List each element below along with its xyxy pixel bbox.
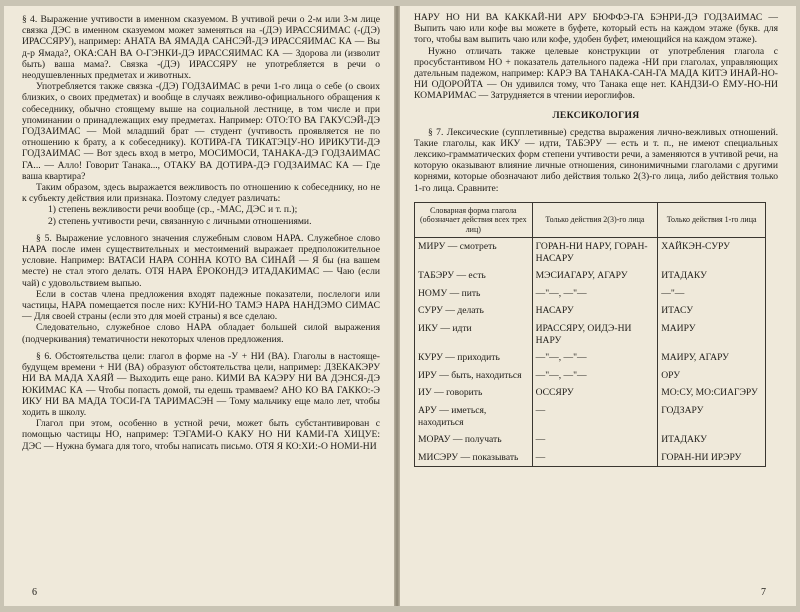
table-cell: АРУ — иметься, находиться (415, 402, 533, 431)
table-cell: ГОДЗАРУ (658, 402, 766, 431)
table-cell: МАИРУ, АГАРУ (658, 349, 766, 367)
table-cell: ГОРАН-НИ НАРУ, ГОРАН-НАСАРУ (532, 238, 658, 268)
table-cell: ИРАССЯРУ, ОИДЭ-НИ НАРУ (532, 320, 658, 349)
paragraph: Глагол при этом, особенно в устной речи, может быть субстантивирован с помощью частицы НО, например: ТЭГАМИ-О КАКУ НО НИ КАМИ-ГА ХИЦУЕ: ДЭС — Нужна бумага для того, чтобы написать письмо. ОТЯ Я КО:ХИ:-О НОМИ-НИ (22, 418, 380, 452)
table-row (415, 238, 766, 268)
table-cell: МИСЭРУ — показывать (415, 449, 533, 467)
paragraph: Если в состав члена предложения входят падежные показатели, послелоги или частицы, НАРА помещается после них: КУНИ-НО ТАМЭ НАРА НАНДЭМО СИМАС — Для своей страны (если это для моей страны) я все сделаю. (22, 288, 380, 323)
table-cell: ИТАДАКУ (658, 267, 766, 285)
table-header: Только действия 1-го лица (658, 202, 766, 237)
left-page (4, 6, 394, 606)
table-row (415, 431, 766, 449)
table-cell: ИКУ — идти (415, 320, 533, 349)
table-row (415, 285, 766, 303)
table-row (415, 384, 766, 402)
table-cell: ХАЙКЭН-СУРУ (658, 238, 766, 268)
table-cell: —"—, —"— (532, 349, 658, 367)
page-number: 7 (761, 587, 766, 598)
table-row (415, 367, 766, 385)
table-header: Словарная форма глагола (обозначает действия всех трех лиц) (415, 202, 533, 237)
table-row (415, 349, 766, 367)
table-cell: ОССЯРУ (532, 384, 658, 402)
table-header: Только действия 2(3)-го лица (532, 202, 658, 237)
table-cell: ИРУ — быть, находиться (415, 367, 533, 385)
paragraph: Нужно отличать также целевые конструкции от употребления глагола с просубстантивом НО + показатель дательного падежа -НИ при глаголах, управляющих дательным падежом, например: КАРЭ ВА ТАНАКА-САН-ГА МАДА КИТЭ ИНАЙ-НО-НИ ОДОРОЙТА — Он удивился тому, что Танака еще нет. КАНДЗИ-О ЁМУ-НО-НИ КОМАРИМАС — Затрудняется в чтении иероглифов. (414, 45, 778, 102)
section-heading: ЛЕКСИКОЛОГИЯ (552, 109, 640, 121)
list-item: 2) степень учтивости речи, связанную с личными отношениями. (48, 215, 312, 227)
paragraph: Употребляется также связка -(ДЭ) ГОДЗАИМАС в речи 1-го лица о себе (о своих близких, о своих предметах) и вообще в случаях вежливо-официального обращения к собеседнику, обычно стоящему выше на социальной лестнице, в том числе и при упоминании о принадлежащих ему предметах. Например: ОТО:ТО ВА ГАКУСЭЙ-ДЭ ГОДЗАИМАС — Мой младший брат — студент (учтивость проявляется не по отношению к брату, а к собеседнику). КОТИРА-ГА ТИКАТЭЦУ-НО ИРИКУТИ-ДЭ ГОДЗАИМАС — Вот здесь вход в метро, МОСИМОСИ, ТАНАКА-ДЭ ГОДЗАИМАС ГА... — Алло! Говорит Танака..., ОТАКУ ВА ДОТИРА-ДЭ ГОДЗАИМАС КА — Где ваша квартира? (22, 81, 380, 182)
table-row (415, 267, 766, 285)
table-header-row (415, 202, 766, 237)
list-item: 1) степень вежливости речи вообще (ср., -МАС, ДЭС и т. п.); (48, 204, 298, 216)
table-cell: КУРУ — приходить (415, 349, 533, 367)
paragraph: Следовательно, служебное слово НАРА обладает большей силой выражения (подчеркивания) тематичности некоторых членов предложения. (22, 322, 380, 345)
section-6-paragraph: § 6. Обстоятельства цели: глагол в форме на -У + НИ (ВА). Глаголы в настояще-будущем времени + НИ (ВА) образуют обстоятельства цели, например: ДЗЕКАКЭРУ НИ ВА МАДА ХАЯЙ — Выходить еще рано. КИМИ ВА КАЭРУ НИ ВА ДЭНСЯ-ДЭ ЮКИМАС КА — Чтобы попасть домой, ты едешь трамваем? АНО КО ВА ГАККО:-Э ИКУ НИ ВА МАДА ТОСИ-ГА ТАРИМАСЭН — Тому мальчику еще мало лет, чтобы ходить в школу. (22, 350, 380, 418)
page-number: 6 (32, 587, 37, 598)
table-cell: НАСАРУ (532, 302, 658, 320)
table-row (415, 449, 766, 467)
table-cell: МОРАУ — получать (415, 431, 533, 449)
table-cell: —"—, —"— (532, 285, 658, 303)
table-cell: ИТАДАКУ (658, 431, 766, 449)
table-cell: МАИРУ (658, 320, 766, 349)
table-row (415, 302, 766, 320)
right-page (400, 6, 796, 606)
table-cell: ОРУ (658, 367, 766, 385)
section-5-paragraph: § 5. Выражение условного значения служебным словом НАРА. Служебное слово НАРА после имен существительных и местоимений выражает предположительное условие. Например: ВАТАСИ НАРА СОННА КОТО ВА СИНАЙ — Я бы (на вашем месте) не стал этого делать. ОТЯ НАРА ЁРОКОНДЭ ИТАДАКИМАС — Чаю (если чай) с удовольствием выпью. (22, 232, 380, 289)
table-cell: —"—, —"— (532, 367, 658, 385)
table-cell: МИРУ — смотреть (415, 238, 533, 268)
table-cell: ГОРАН-НИ ИРЭРУ (658, 449, 766, 467)
table-cell: ИУ — говорить (415, 384, 533, 402)
table-cell: ТАБЭРУ — есть (415, 267, 533, 285)
table-cell: — (532, 449, 658, 467)
table-cell: — (532, 431, 658, 449)
table-cell: ИТАСУ (658, 302, 766, 320)
section-7-paragraph: § 7. Лексические (супплетивные) средства выражения лично-вежливых отношений. Такие глаголы, как ИКУ — идти, ТАБЭРУ — есть и т. п., не имеют специальных лексико-грамматических форм степени учтивости речи, а заменяются в учтивой речи, на которую оказывают влияние личные отношения, синонимичными глаголами с другими корнями, которые обозначают либо действия только 2(3)-го лица, либо действия только 1-го лица. Сравните: (414, 126, 778, 194)
table-cell: НОМУ — пить (415, 285, 533, 303)
paragraph: НАРУ НО НИ ВА КАККАЙ-НИ АРУ БЮФФЭ-ГА БЭНРИ-ДЭ ГОДЗАИМАС — Выпить чаю или кофе вы можете в буфете, который есть на каждом этаже (букв. для того, чтобы вам выпить чаю или кофе, удобен буфет, имеющийся на каждом этаже). (414, 12, 778, 46)
paragraph: Таким образом, здесь выражается вежливость по отношению к собеседнику, но не к субъекту действия или признака. Поэтому следует различать: (22, 182, 380, 205)
table-cell: —"— (658, 285, 766, 303)
table-row (415, 320, 766, 349)
table-cell: МЭСИАГАРУ, АГАРУ (532, 267, 658, 285)
table-row (415, 402, 766, 431)
table-cell: — (532, 402, 658, 431)
section-4-paragraph: § 4. Выражение учтивости в именном сказуемом. В учтивой речи о 2-м или 3-м лице связка ДЭС в именном сказуемом может заменяться на -(ДЭ) ИРАССЯИМАС (-(ДЭ) ИРАССЯРУ), например: АНАТА ВА ЯМАДА САНСЭЙ-ДЭ ИРАССЯИМАС КА — Вы д-р Ямада?, ОКА:САН ВА О-ГЭНКИ-ДЭ ИРАССЯИМАС КА — Здорова ли (изволит быть) ваша мама?. Связка -(ДЭ) ИРАССЯРУ не употребляется в речи о неодушевленных предметах и животных. (22, 14, 380, 82)
table-cell: МО:СУ, МО:СИАГЭРУ (658, 384, 766, 402)
verb-table (414, 202, 766, 468)
table-cell: СУРУ — делать (415, 302, 533, 320)
